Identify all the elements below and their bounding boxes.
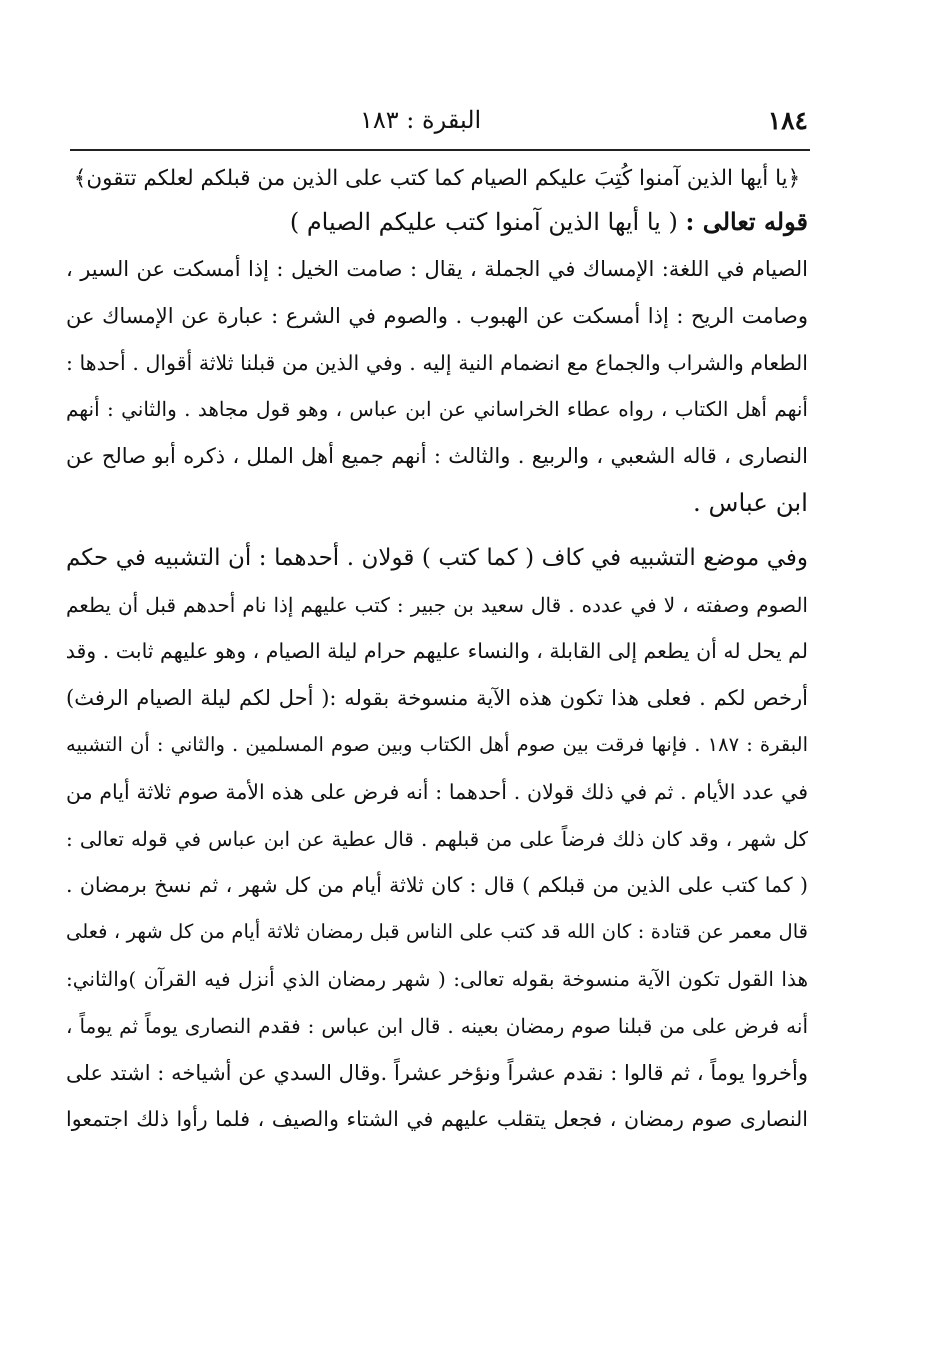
quran-verse: ﴿يا أيها الذين آمنوا كُتِبَ عليكم الصيام كما كتب على الذين من قبلكم لعلكم تتقون﴾ [73, 166, 801, 191]
surah-reference: البقرة : ١٨٣ [360, 106, 482, 134]
text-line: أنهم أهل الكتاب ، رواه عطاء الخراساني عن ابن عباس ، وهو قول مجاهد . والثاني : أنهم [66, 397, 808, 422]
page-number: ١٨٤ [767, 105, 808, 135]
text-line: الصوم وصفته ، لا في عدده . قال سعيد بن جبير : كتب عليهم إذا نام أحدهم قبل أن يطعم [66, 592, 808, 617]
text-line: وأخروا يوماً ، ثم قالوا : نقدم عشراً ونؤخر عشراً .وقال السدي عن أشياخه : اشتد على [66, 1060, 808, 1085]
text-line: ابن عباس . [692, 487, 808, 517]
text-line: أنه فرض على من قبلنا صوم رمضان بعينه . قال ابن عباس : فقدم النصارى يوماً ثم يوماً ، [66, 1013, 808, 1038]
text-line: وفي موضع التشبيه في كاف ( كما كتب ) قولان . أحدهما : أن التشبيه في حكم [66, 544, 808, 571]
text-line: في عدد الأيام . ثم في ذلك قولان . أحدهما : أنه فرض على هذه الأمة صوم ثلاثة أيام من [66, 779, 808, 804]
verse-quote-text: ( يا أيها الذين آمنوا كتب عليكم الصيام ) [289, 208, 678, 236]
text-line: ( كما كتب على الذين من قبلكم ) قال : كان ثلاثة أيام من كل شهر ، ثم نسخ برمضان . [66, 873, 808, 898]
text-line: أرخص لكم . فعلى هذا تكون هذه الآية منسوخة بقوله :( أحل لكم ليلة الصيام الرفث) [66, 686, 808, 711]
text-line: هذا القول تكون الآية منسوخة بقوله تعالى: ( شهر رمضان الذي أنزل فيه القرآن )والثاني: [66, 966, 808, 991]
verse-quote-lead: قوله تعالى : [685, 207, 808, 236]
page-body [66, 158, 808, 1143]
paragraph-definition [66, 246, 808, 527]
text-line: الصيام في اللغة: الإمساك في الجملة ، يقال : صامت الخيل : إذا أمسكت عن السير ، [66, 257, 808, 281]
text-line: لم يحل له أن يطعم إلى القابلة ، والنساء عليهم حرام ليلة الصيام ، وهو عليهم ثابت . وقد [65, 639, 808, 664]
header-divider [70, 149, 810, 151]
text-line: كل شهر ، وقد كان ذلك فرضاً على من قبلهم . قال عطية عن ابن عباس في قوله تعالى : [66, 826, 808, 851]
text-line: النصارى ، قاله الشعبي ، والربيع . والثالث : أنهم جميع أهل الملل ، ذكره أبو صالح عن [66, 444, 808, 469]
text-line: النصارى صوم رمضان ، فجعل يتقلب عليهم في الشتاء والصيف ، فلما رأوا ذلك اجتمعوا [66, 1107, 808, 1132]
verse-quote [66, 200, 808, 244]
text-line: وصامت الريح : إذا أمسكت عن الهبوب . والصوم في الشرع : عبارة عن الإمساك عن [66, 303, 808, 328]
page-header [70, 100, 808, 140]
text-line: الطعام والشراب والجماع مع انضمام النية إليه . وفي الذين من قبلنا ثلاثة أقوال . أحدها : [66, 350, 808, 375]
text-line: قال معمر عن قتادة : كان الله قد كتب على الناس قبل رمضان ثلاثة أيام من كل شهر ، فعلى [66, 920, 808, 944]
paragraph-analogy [66, 535, 808, 1143]
text-line: البقرة : ١٨٧ . فإنها فرقت بين صوم أهل الكتاب وبين صوم المسلمين . والثاني : أن التشبيه [66, 732, 808, 756]
